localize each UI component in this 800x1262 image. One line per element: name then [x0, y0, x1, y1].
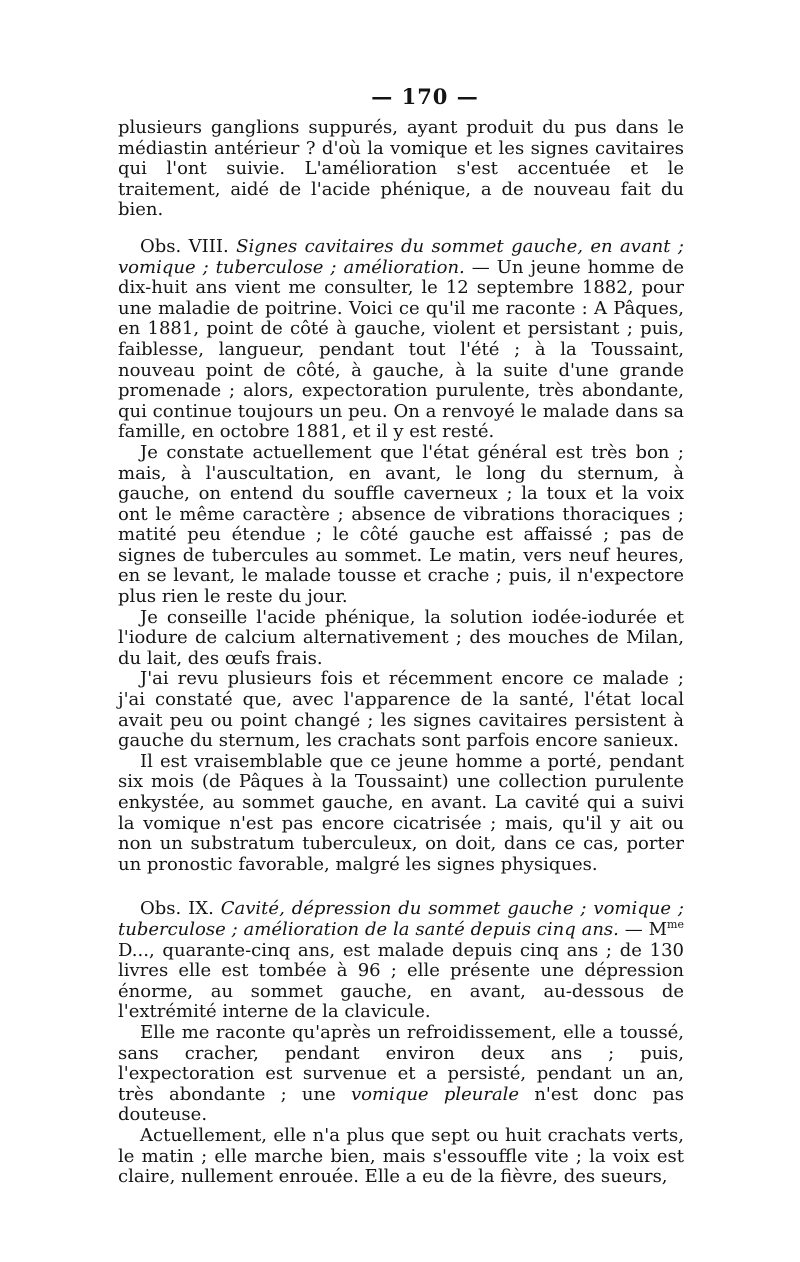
paragraph-text: Elle me raconte qu'après un refroidissement, elle a toussé, sans cracher, pendant environ deux ans ; puis, l'expectoration est survenue et a persisté, pendant un an, très abondante ; une — [118, 1021, 684, 1105]
observation-8 — [118, 237, 684, 443]
paragraph-text: Actuellement, elle n'a plus que sept ou huit crachats verts, le matin ; elle marche bien, mais s'essouffle vite ; la voix est claire, nullement enrouée. Elle a eu de la fièvre, des sueurs, — [118, 1124, 684, 1188]
paragraph-text: plusieurs ganglions suppurés, ayant produit du pus dans le médiastin antérieur ? d'où la vomique et les signes cavitaires qui l'ont suivie. L'amélioration s'est accentuée et le traitement, aidé de l'acide phénique, a de nouveau fait du bien. — [118, 117, 684, 221]
paragraph-follow-up — [118, 669, 684, 751]
observation-label: Obs. VIII. — [140, 235, 229, 257]
observation-text: quarante-cinq ans, est malade depuis cinq ans ; de 130 livres elle est tombée à 96 ; elle présente une dépression énorme, au sommet gauche, en avant, au-dessous de l'extrémité interne de la clavicule. — [118, 939, 684, 1023]
paragraph-continuation — [118, 118, 684, 221]
paragraph-text-end: n'est donc pas douteuse. — [118, 1083, 684, 1126]
paragraph-current-state — [118, 1126, 684, 1188]
paragraph-text: J'ai revu plusieurs fois et récemment encore ce malade ; j'ai constaté que, avec l'apparence de la santé, l'état local avait peu ou point changé ; les signes cavitaires persistent à gauche du sternum, les crachats sont parfois encore sanieux. — [118, 668, 684, 752]
patient-title-superscript: me — [667, 917, 684, 931]
observation-title: Signes cavitaires du sommet gauche, en avant ; vomique ; tuberculose ; amélioration. — [118, 235, 684, 278]
observation-text: — Un jeune homme de dix-huit ans vient me consulter, le 12 septembre 1882, pour une maladie de poitrine. Voici ce qu'il me raconte : A Pâques, en 1881, point de côté à gauche, violent et persistant ; puis, faiblesse, langueur, pendant tout l'été ; à la Toussaint, nouveau point de côté, à gauche, à la suite d'une grande promenade ; alors, expectoration purulente, très abondante, qui continue toujours un peu. On a renvoyé le malade dans sa famille, en octobre 1881, et il y est resté. — [118, 256, 684, 443]
paragraph-auscultation — [118, 443, 684, 608]
paragraph-treatment — [118, 608, 684, 670]
observation-title: Cavité, dépression du sommet gauche ; vomique ; tuberculose ; amélioration de la santé depuis cinq ans. — [118, 898, 684, 940]
paragraph-text: Je conseille l'acide phénique, la solution iodée-iodurée et l'iodure de calcium alternativement ; des mouches de Milan, du lait, des œufs frais. — [118, 606, 684, 669]
page-number: — 170 — — [371, 84, 479, 109]
paragraph-history — [118, 1023, 684, 1126]
paragraph-text: Je constate actuellement que l'état général est très bon ; mais, à l'auscultation, en avant, le long du sternum, à gauche, on entend du souffle caverneux ; la toux et la voix ont le même caractère ; absence de vibrations thoraciques ; matité peu étendue ; le côté gauche est affaissé ; pas de signes de tubercules au sommet. Le matin, vers neuf heures, en se levant, le malade tousse et crache ; puis, il n'expectore plus rien le reste du jour. — [118, 441, 684, 608]
paragraph-text: Il est vraisemblable que ce jeune homme a porté, pendant six mois (de Pâques à la Toussaint) une collection purulente enkystée, au sommet gauche, en avant. La cavité qui a suivi la vomique n'est pas encore cicatrisée ; mais, qu'il y ait ou non un substratum tuberculeux, on doit, dans ce cas, porter un pronostic favorable, malgré les signes physiques. — [118, 750, 684, 875]
paragraph-prognosis — [118, 752, 684, 876]
document-page — [118, 84, 684, 1188]
patient-prefix: — M — [624, 918, 668, 940]
patient-suffix: D..., — [118, 939, 155, 961]
emphasis-term: vomique pleurale — [350, 1083, 520, 1105]
observation-9 — [118, 899, 684, 1023]
observation-label: Obs. IX. — [140, 898, 214, 920]
